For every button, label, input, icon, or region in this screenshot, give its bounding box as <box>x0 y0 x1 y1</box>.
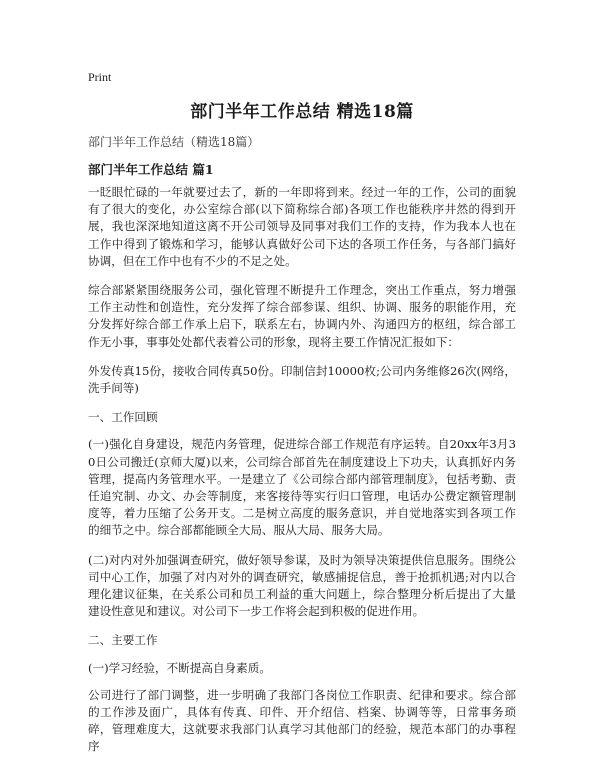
paragraph-intro: 一眨眼忙碌的一年就要过去了，新的一年即将到来。经过一年的工作，公司的面貌有了很大的变化，办公室综合部(以下简称综合部)各项工作也能秩序井然的得到开展，我也深深地知道这离不开公司领导及同事对我们工作的支持，作为我本人也在工作中得到了锻炼和学习，能够认真做好公司下达的各项工作任务，与各部门搞好协调，但在工作中也有不少的不足之处。 <box>88 185 516 268</box>
paragraph-learning: (一)学习经验，不断提高自身素质。 <box>88 660 271 675</box>
paragraph-overview: 综合部紧紧围绕服务公司，强化管理不断提升工作理念，突出工作重点，努力增强工作主动性和创造性，充分发挥了综合部参谋、组织、协调、服务的职能作用，充分发挥好综合部工作承上启下，联系左右，协调内外、沟通四方的枢纽，综合部工作无小事，事事处处都代表着公司的形象，现将主要工作情况汇报如下： <box>88 283 516 349</box>
heading-work-review: 一、工作回顾 <box>88 410 158 425</box>
paragraph-research: (二)对内对外加强调查研究，做好领导参谋，及时为领导决策提供信息服务。围绕公司中心工作，加强了对内对外的调查研究，敏感捕捉信息，善于抢抓机遇;对内以合理化建议征集，在关系公司和员工利益的重大问题上，综合整理分析后提出了大量建设性意见和建议。对公司下一步工作将会起到积极的促进作用。 <box>88 552 516 619</box>
section-heading: 部门半年工作总结 篇1 <box>88 162 214 177</box>
article-body <box>88 184 516 768</box>
print-label[interactable]: Print <box>88 70 112 84</box>
paragraph-department: 公司进行了部门调整，进一步明确了我部门各岗位工作职责、纪律和要求。综合部的工作涉及面广，具体有传真、印件、开介绍信、档案、协调等等，日常事务琐碎，管理难度大，这就要求我部门认真学习其他部门的经验，规范本部门的办事程序 <box>88 687 516 754</box>
paragraph-stats: 外发传真15份，接收合同传真50份。印制信封10000枚;公司内务维修26次(网络，洗手间等) <box>88 363 516 396</box>
page-subtitle: 部门半年工作总结（精选18篇） <box>88 135 260 149</box>
paragraph-self-building: (一)强化自身建设，规范内务管理，促进综合部工作规范有序运转。自20xx年3月30日公司搬迁(京师大厦)以来，公司综合部首先在制度建设上下功夫，认真抓好内务管理，提高内务管理水平。一是建立了《公司综合部内部管理制度》，包括考勤、责任追究制、办文、办会等制度，来客接待等实行归口管理，电话办公费定额管理制度等，着力压缩了公务开支。二是树立高度的服务意识，并自觉地落实到各项工作的细节之中。综合部都能顾全大局、服从大局、服务大局。 <box>88 437 516 538</box>
page-title: 部门半年工作总结 精选18篇 <box>190 102 414 122</box>
heading-main-work: 二、主要工作 <box>88 633 158 648</box>
